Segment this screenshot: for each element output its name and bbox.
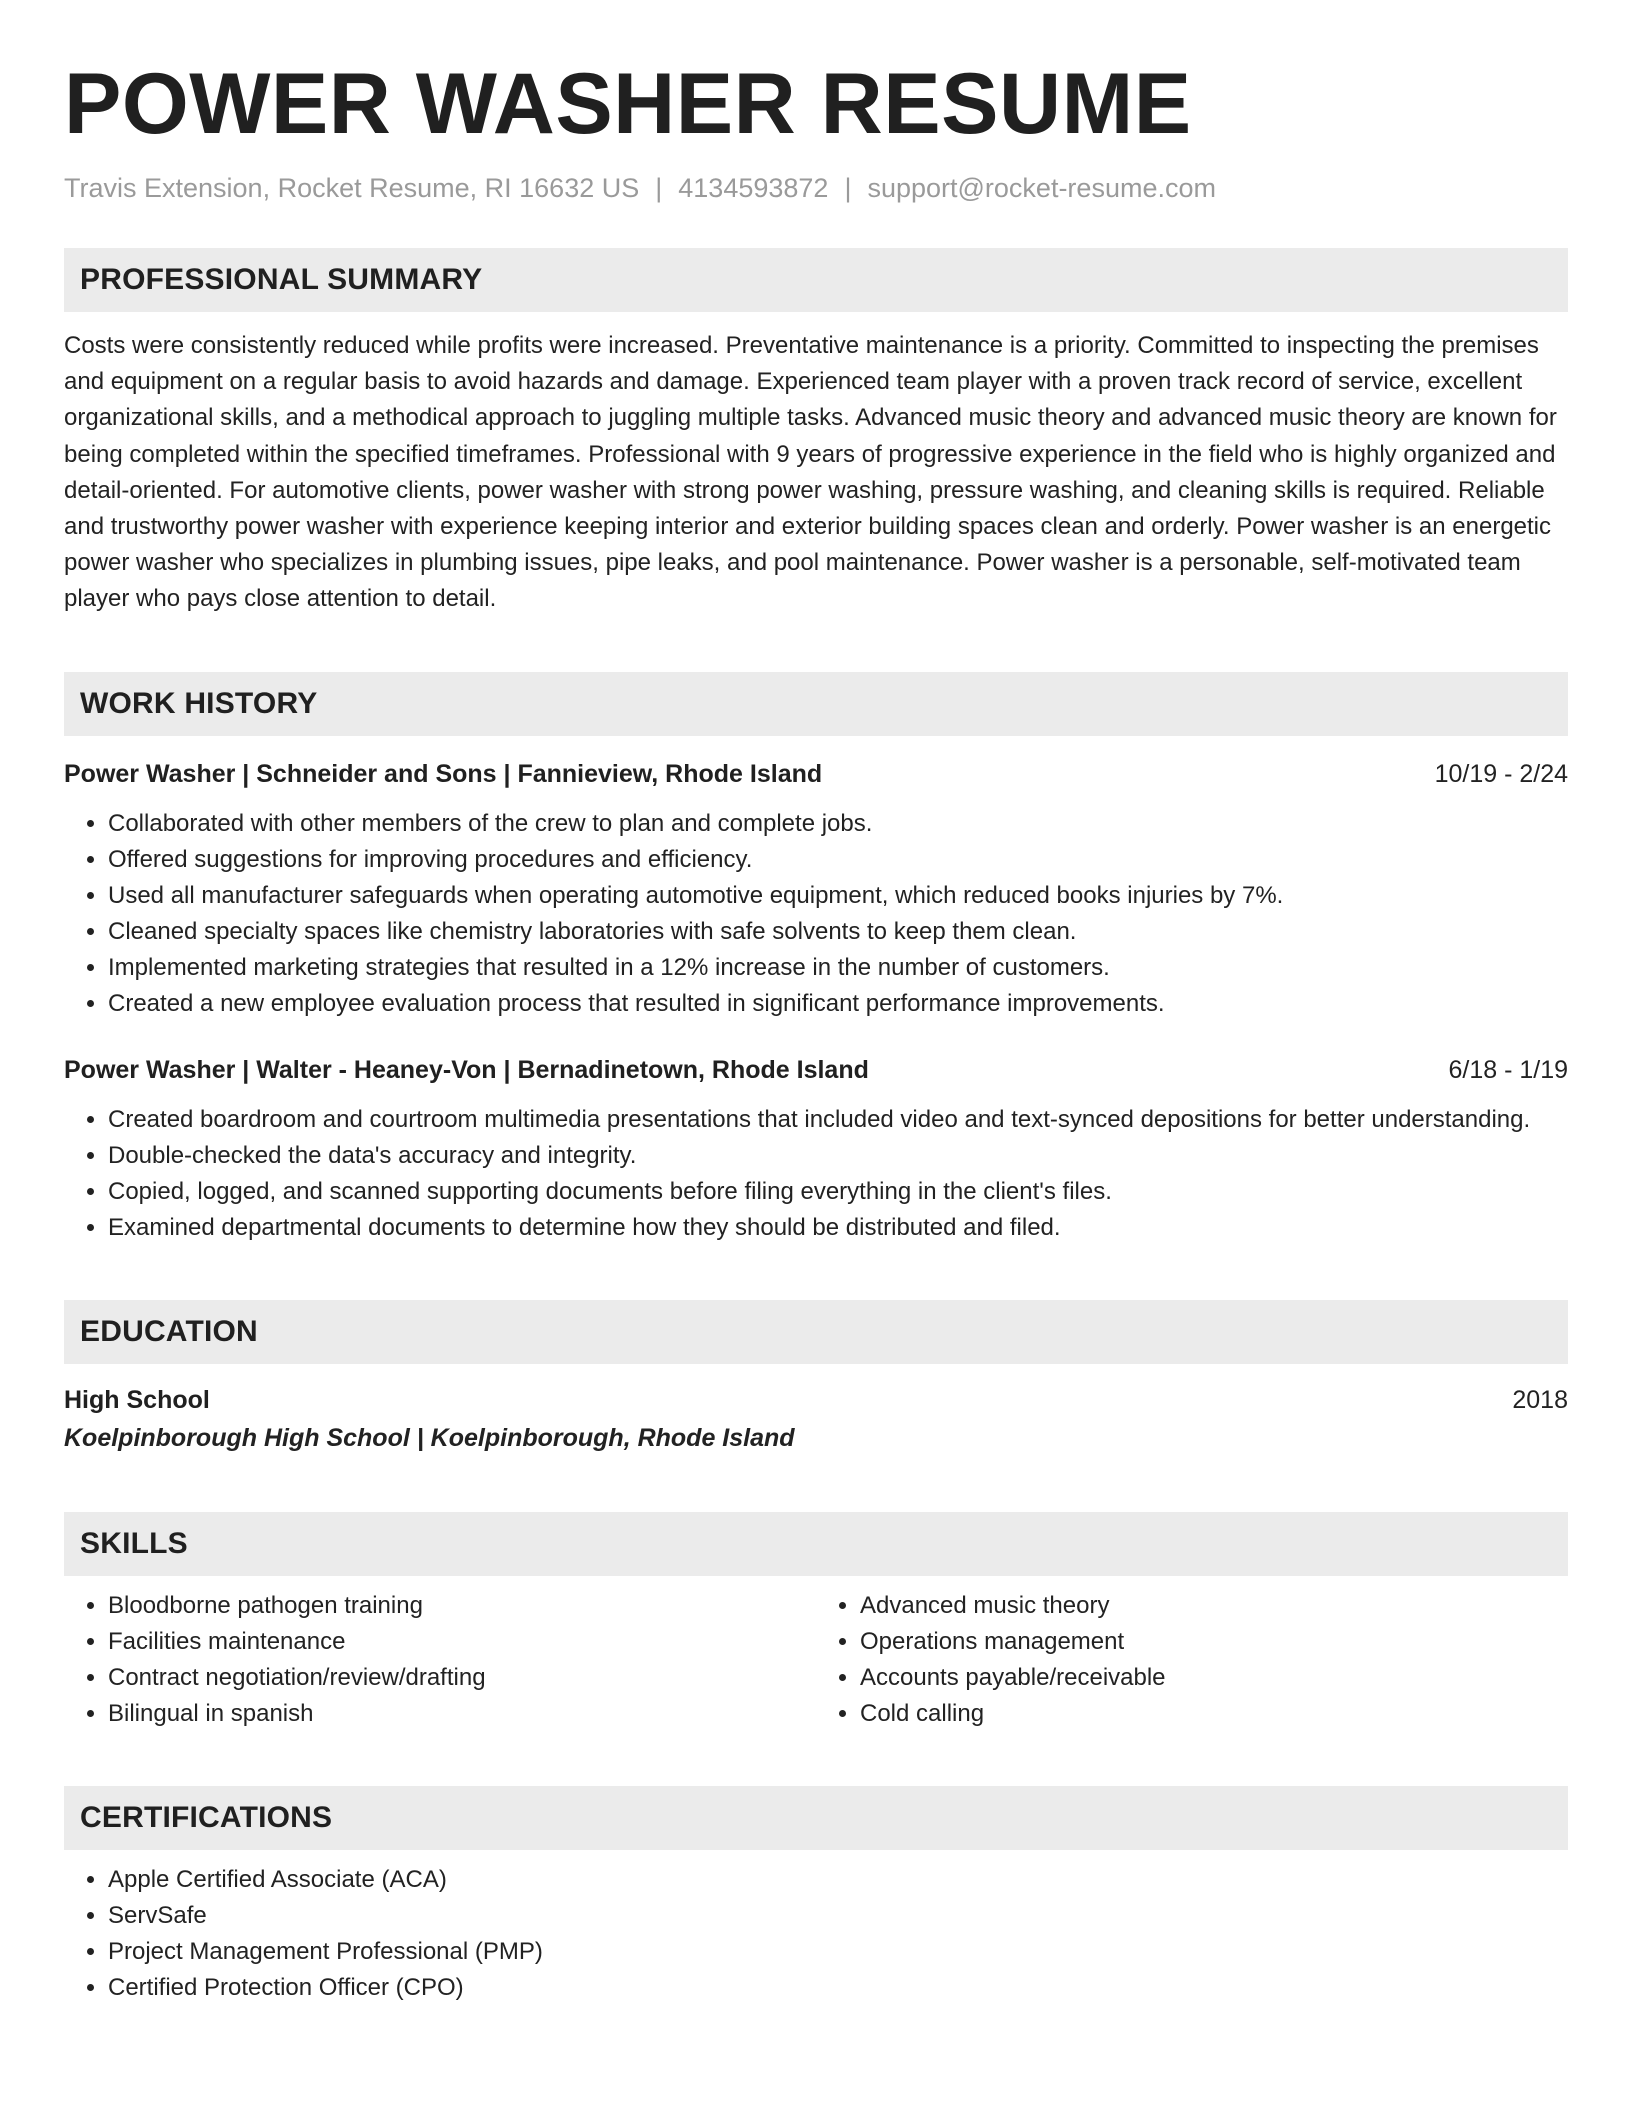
certification-item: • Apple Certified Associate (ACA)	[108, 1862, 1568, 1898]
job-bullet: • Collaborated with other members of the crew to plan and complete jobs.	[108, 806, 1568, 842]
job-dates: 10/19 - 2/24	[1434, 759, 1568, 788]
job-entry	[64, 756, 1568, 1022]
skill-item: • Bilingual in spanish	[108, 1696, 816, 1732]
skill-item: • Contract negotiation/review/drafting	[108, 1660, 816, 1696]
skill-item: • Facilities maintenance	[108, 1624, 816, 1660]
skills-list-left	[64, 1588, 816, 1732]
job-bullet: • Offered suggestions for improving procedures and efficiency.	[108, 842, 1568, 878]
job-bullet: • Created boardroom and courtroom multimedia presentations that included video and text-synced depositions for better understanding.	[108, 1102, 1568, 1138]
job-bullet: • Created a new employee evaluation process that resulted in significant performance improvements.	[108, 986, 1568, 1022]
job-bullet: • Implemented marketing strategies that resulted in a 12% increase in the number of customers.	[108, 950, 1568, 986]
job-bullet-list	[64, 1102, 1568, 1246]
contact-phone: 4134593872	[678, 173, 829, 203]
section-header-certifications: CERTIFICATIONS	[64, 1786, 1568, 1850]
education-heading-row	[64, 1382, 1568, 1418]
job-title: Power Washer | Walter - Heaney-Von | Bernadinetown, Rhode Island	[64, 1055, 869, 1084]
section-header-work-history: WORK HISTORY	[64, 672, 1568, 736]
education-entry	[64, 1382, 1568, 1458]
job-bullet: • Used all manufacturer safeguards when operating automotive equipment, which reduced books injuries by 7%.	[108, 878, 1568, 914]
job-entry	[64, 1052, 1568, 1246]
section-header-summary: PROFESSIONAL SUMMARY	[64, 248, 1568, 312]
job-bullet: • Copied, logged, and scanned supporting documents before filing everything in the client's files.	[108, 1174, 1568, 1210]
certification-item: • ServSafe	[108, 1898, 1568, 1934]
certification-item: • Project Management Professional (PMP)	[108, 1934, 1568, 1970]
certifications-list	[64, 1862, 1568, 2006]
job-dates: 6/18 - 1/19	[1448, 1055, 1568, 1084]
education-school: Koelpinborough High School | Koelpinborough, Rhode Island	[64, 1423, 795, 1452]
skills-grid	[64, 1588, 1568, 1732]
job-title: Power Washer | Schneider and Sons | Fannieview, Rhode Island	[64, 759, 823, 788]
job-bullet: • Double-checked the data's accuracy and integrity.	[108, 1138, 1568, 1174]
section-header-education: EDUCATION	[64, 1300, 1568, 1364]
skill-item: • Advanced music theory	[860, 1588, 1568, 1624]
section-header-skills: SKILLS	[64, 1512, 1568, 1576]
contact-separator: |	[844, 173, 852, 203]
skill-item: • Operations management	[860, 1624, 1568, 1660]
education-degree: High School	[64, 1385, 210, 1414]
education-year: 2018	[1512, 1385, 1568, 1414]
certifications-block	[64, 1862, 1568, 2006]
summary-text: Costs were consistently reduced while profits were increased. Preventative maintenance is a priority. Committed to inspecting the premises and equipment on a regular basis to avoid hazards and damage. Experienced team player with a proven track record of service, excellent organizational skills, and a methodical approach to juggling multiple tasks. Advanced music theory and advanced music theory are known for being completed within the specified timeframes. Professional with 9 years of progressive experience in the field who is highly organized and detail-oriented. For automotive clients, power washer with strong power washing, pressure washing, and cleaning skills is required. Reliable and trustworthy power washer with experience keeping interior and exterior building spaces clean and orderly. Power washer is an energetic power washer who specializes in plumbing issues, pipe leaks, and pool maintenance. Power washer is a personable, self-motivated team player who pays close attention to detail.	[64, 332, 1557, 613]
skill-item: • Bloodborne pathogen training	[108, 1588, 816, 1624]
skill-item: • Cold calling	[860, 1696, 1568, 1732]
job-heading-row	[64, 1052, 1568, 1088]
job-bullet-list	[64, 806, 1568, 1022]
certification-item: • Certified Protection Officer (CPO)	[108, 1970, 1568, 2006]
skills-list-right	[816, 1588, 1568, 1732]
contact-separator: |	[655, 173, 663, 203]
skill-item: • Accounts payable/receivable	[860, 1660, 1568, 1696]
contact-email: support@rocket-resume.com	[867, 173, 1216, 203]
job-bullet: • Examined departmental documents to determine how they should be distributed and filed.	[108, 1210, 1568, 1246]
contact-line	[64, 170, 1568, 206]
contact-address: Travis Extension, Rocket Resume, RI 16632 US	[64, 173, 640, 203]
job-bullet: • Cleaned specialty spaces like chemistry laboratories with safe solvents to keep them clean.	[108, 914, 1568, 950]
job-heading-row	[64, 756, 1568, 792]
resume-title: POWER WASHER RESUME	[64, 56, 1192, 152]
